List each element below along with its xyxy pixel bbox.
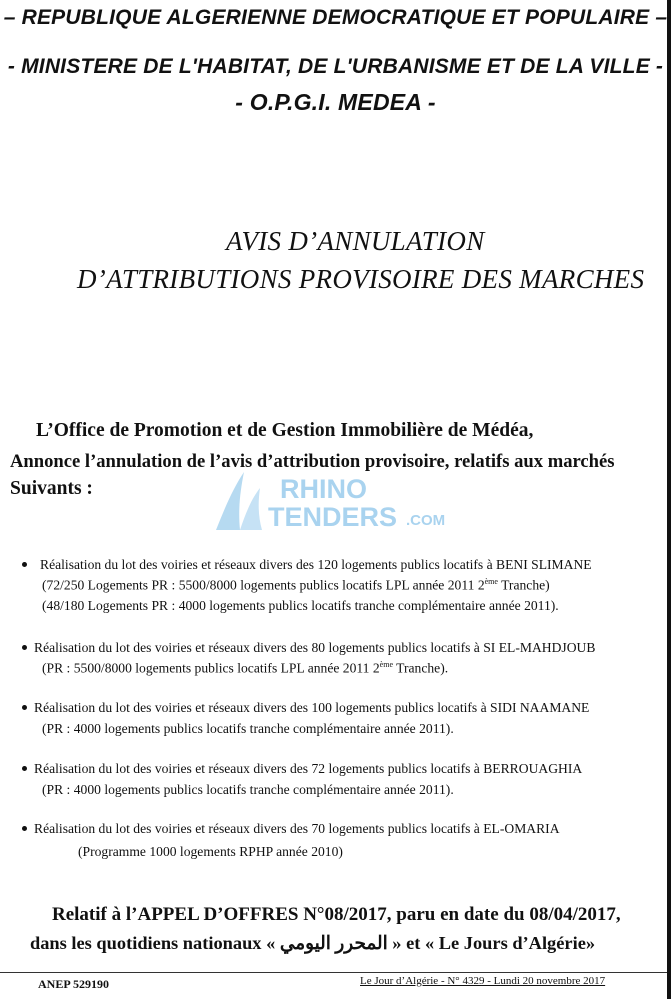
publication-line: Le Jour d’Algérie - N° 4329 - Lundi 20 novembre 2017 (360, 975, 606, 987)
bullet-icon (22, 766, 27, 771)
bottom-rule (0, 972, 671, 973)
watermark-word-tenders: TENDERS (268, 502, 398, 532)
item-1-title: Réalisation du lot des voiries et réseaux divers des 120 logements publics locatifs à BENI SLIMANE (40, 557, 592, 572)
item-3-title: Réalisation du lot des voiries et réseaux divers des 100 logements publics locatifs à SIDI NAAMANE (34, 700, 590, 715)
item-3-detail-1: (PR : 4000 logements publics locatifs tranche complémentaire année 2011). (42, 721, 454, 736)
item-4-title: Réalisation du lot des voiries et réseaux divers des 72 logements publics locatifs à BERROUAGHIA (34, 761, 583, 776)
header-ministry: - MINISTERE DE L'HABITAT, DE L'URBANISME ET DE LA VILLE - (7, 55, 664, 78)
title-line-2: D’ATTRIBUTIONS PROVISOIRE DES MARCHES (77, 264, 645, 294)
item-2-title: Réalisation du lot des voiries et réseaux divers des 80 logements publics locatifs à SI EL-MAHDJOUB (34, 640, 596, 655)
bullet-icon (22, 705, 27, 710)
watermark-suffix: .COM (406, 512, 446, 529)
item-2-detail-1: (PR : 5500/8000 logements publics locatifs LPL année 2011 2ème Tranche). (42, 660, 449, 676)
item-1-detail-1: (72/250 Logements PR : 5500/8000 logements publics locatifs LPL année 2011 2ème Tranche) (42, 577, 550, 593)
watermark-logo (210, 470, 470, 534)
header-republic: – REPUBLIQUE ALGERIENNE DEMOCRATIQUE ET POPULAIRE – (3, 6, 668, 29)
item-5-title: Réalisation du lot des voiries et réseaux divers des 70 logements publics locatifs à EL-OMARIA (34, 821, 560, 836)
page-edge-bar (667, 0, 671, 999)
item-5-detail-1: (Programme 1000 logements RPHP année 2010) (78, 844, 343, 859)
title-line-1: AVIS D’ANNULATION (226, 226, 485, 256)
bullet-icon (22, 562, 27, 567)
header-opgi: - O.P.G.I. MEDEA - (235, 89, 436, 115)
intro-line-3: Suivants : (10, 478, 93, 499)
intro-line-1: L’Office de Promotion et de Gestion Immobilière de Médéa, (36, 420, 534, 441)
closing-line-1: Relatif à l’APPEL D’OFFRES N°08/2017, paru en date du 08/04/2017, (52, 904, 621, 925)
intro-line-2: Annonce l’annulation de l’avis d’attribution provisoire, relatifs aux marchés (10, 451, 615, 472)
item-4-detail-1: (PR : 4000 logements publics locatifs tranche complémentaire année 2011). (42, 782, 454, 797)
bullet-icon (22, 826, 27, 831)
watermark-word-rhino: RHINO (280, 474, 367, 504)
item-1-detail-2: (48/180 Logements PR : 4000 logements publics locatifs tranche complémentaire année 2011). (42, 598, 559, 613)
closing-line-2: dans les quotidiens nationaux « المحرر اليومي » et « Le Jours d’Algérie» (30, 933, 596, 953)
anep-reference: ANEP 529190 (38, 977, 110, 991)
bullet-icon (22, 645, 27, 650)
